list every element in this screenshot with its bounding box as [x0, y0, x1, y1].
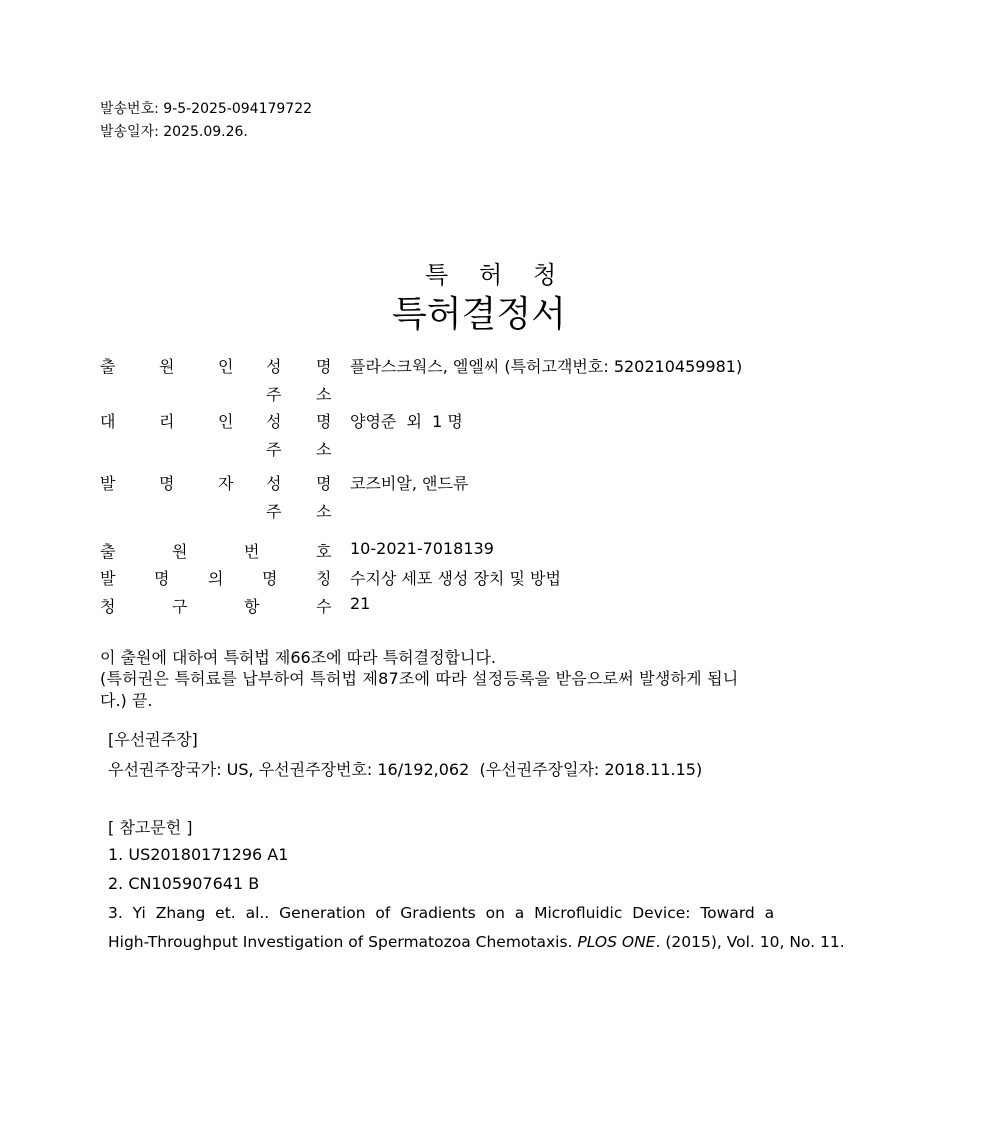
application-number: 10-2021-7018139: [350, 539, 494, 558]
claims-label-4: 수: [316, 597, 332, 616]
agent-label-3: 인: [218, 412, 234, 431]
agent-addr-label-1: 주: [266, 440, 282, 459]
reference-item-1: 1. US20180171296 A1: [108, 845, 289, 864]
inventor-label-2: 명: [159, 474, 175, 493]
reference-item-3-line-1: 3. Yi Zhang et. al.. Generation of Gradients on a Microfluidic Device: Toward a: [108, 904, 775, 922]
reference-item-3-text-b: . (2015), Vol. 10, No. 11.: [655, 933, 845, 951]
references-heading: [ 참고문헌 ]: [108, 818, 193, 837]
reference-item-3-text-a: High-Throughput Investigation of Spermatozoa Chemotaxis.: [108, 933, 578, 951]
invention-title-label-4: 명: [262, 569, 278, 588]
claims-label-2: 구: [172, 597, 188, 616]
applicant-name-label-2: 명: [316, 357, 332, 376]
send-number: 발송번호: 9-5-2025-094179722: [100, 101, 313, 117]
decision-line-3: 다.) 끝.: [100, 691, 153, 710]
reference-item-3-line-2: [108, 933, 845, 951]
app-no-label-3: 번: [244, 542, 260, 561]
send-date: 발송일자: 2025.09.26.: [100, 124, 248, 140]
invention-title-label-3: 의: [208, 569, 224, 588]
inventor-name-label-2: 명: [316, 474, 332, 493]
reference-item-2: 2. CN105907641 B: [108, 874, 260, 893]
inventor-label-3: 자: [218, 474, 234, 493]
issuer-char-3: 청: [533, 261, 557, 289]
inventor-name: 코즈비알, 앤드류: [350, 474, 469, 493]
agent-name: 양영준 외 1 명: [350, 412, 463, 431]
issuer-char-1: 특: [425, 261, 449, 289]
agent-label-2: 리: [159, 412, 175, 431]
agent-name-label-2: 명: [316, 412, 332, 431]
inventor-addr-label-1: 주: [266, 502, 282, 521]
decision-line-1: 이 출원에 대하여 특허법 제66조에 따라 특허결정합니다.: [100, 648, 496, 667]
applicant-label-2: 원: [159, 357, 175, 376]
invention-title: 수지상 세포 생성 장치 및 방법: [350, 569, 561, 588]
priority-heading: [우선권주장]: [108, 730, 198, 749]
invention-title-label-1: 발: [100, 569, 116, 588]
applicant-addr-label-1: 주: [266, 385, 282, 404]
app-no-label-2: 원: [172, 542, 188, 561]
invention-title-label-2: 명: [154, 569, 170, 588]
inventor-name-label-1: 성: [266, 474, 282, 493]
inventor-label-1: 발: [100, 474, 116, 493]
doc-title: 특허결정서: [392, 294, 566, 335]
claims-label-1: 청: [100, 597, 116, 616]
agent-name-label-1: 성: [266, 412, 282, 431]
applicant-label-1: 출: [100, 357, 116, 376]
app-no-label-1: 출: [100, 542, 116, 561]
decision-line-2: (특허권은 특허료를 납부하여 특허법 제87조에 따라 설정등록을 받음으로써 발생하게 됩니: [100, 669, 739, 688]
claims-count: 21: [350, 594, 371, 613]
agent-label-1: 대: [100, 412, 116, 431]
applicant-name: 플라스크웍스, 엘엘씨 (특허고객번호: 520210459981): [350, 357, 743, 376]
applicant-name-label-1: 성: [266, 357, 282, 376]
priority-line: 우선권주장국가: US, 우선권주장번호: 16/192,062 (우선권주장일자: 2018.11.15): [108, 760, 703, 779]
applicant-label-3: 인: [218, 357, 234, 376]
app-no-label-4: 호: [316, 542, 332, 561]
issuer-char-2: 허: [479, 261, 503, 289]
reference-journal: PLOS ONE: [577, 933, 656, 951]
agent-addr-label-2: 소: [316, 440, 332, 459]
claims-label-3: 항: [244, 597, 260, 616]
inventor-addr-label-2: 소: [316, 502, 332, 521]
applicant-addr-label-2: 소: [316, 385, 332, 404]
invention-title-label-5: 칭: [316, 569, 332, 588]
